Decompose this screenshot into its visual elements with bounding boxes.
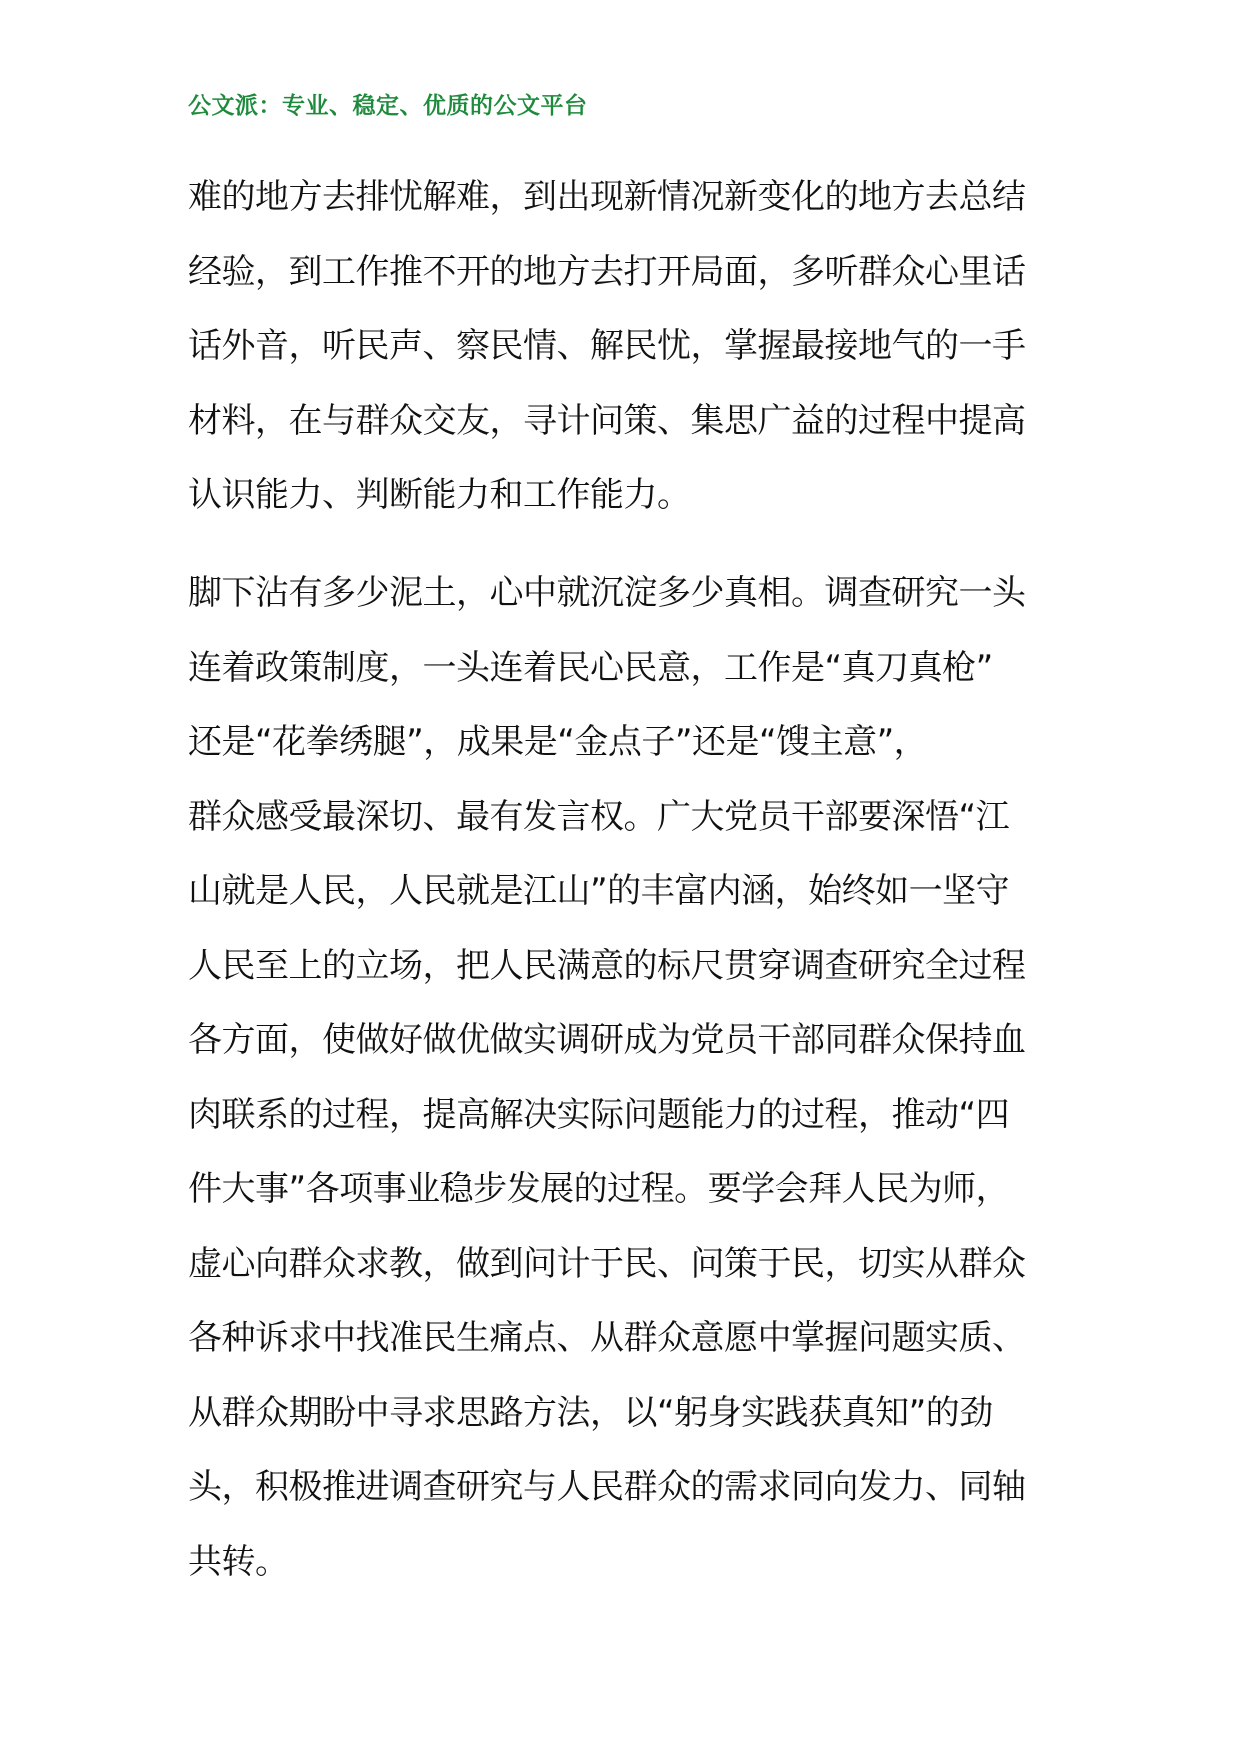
text-line: 难的地方去排忧解难，到出现新情况新变化的地方去总结	[188, 177, 1026, 217]
text-line: 话外音，听民声、察民情、解民忧，掌握最接地气的一手	[188, 326, 1026, 366]
text-line: 人民至上的立场，把人民满意的标尺贯穿调查研究全过程	[188, 945, 1026, 986]
text-line: 山就是人民，人民就是江山”的丰富内涵，始终如一坚守	[188, 871, 1010, 911]
text-line: 经验，到工作推不开的地方去打开局面，多听群众心里话	[188, 251, 1026, 292]
text-line: 各方面，使做好做优做实调研成为党员干部同群众保持血	[188, 1020, 1026, 1060]
text-line: 材料，在与群众交友，寻计问策、集思广益的过程中提高	[188, 400, 1026, 441]
paragraph-1	[188, 160, 1060, 533]
text-line: 共转。	[188, 1541, 289, 1582]
text-line: 从群众期盼中寻求思路方法，以“躬身实践获真知”的劲	[188, 1392, 993, 1433]
text-line: 认识能力、判断能力和工作能力。	[188, 475, 691, 515]
text-line: 虚心向群众求教，做到问计于民、问策于民，切实从群众	[188, 1243, 1026, 1284]
text-line: 肉联系的过程，提高解决实际问题能力的过程，推动“四	[188, 1094, 1010, 1135]
text-line: 件大事”各项事业稳步发展的过程。要学会拜人民为师，	[188, 1169, 1010, 1209]
text-line: 群众感受最深切、最有发言权。广大党员干部要深悟“江	[188, 796, 1010, 837]
paragraph-2	[188, 556, 1060, 1599]
text-line: 头，积极推进调查研究与人民群众的需求同向发力、同轴	[188, 1467, 1026, 1507]
text-line: 连着政策制度，一头连着民心民意，工作是“真刀真枪”	[188, 647, 993, 688]
text-line: 各种诉求中找准民生痛点、从群众意愿中掌握问题实质、	[188, 1318, 1026, 1358]
header-banner: 公文派：专业、稳定、优质的公文平台	[188, 93, 588, 119]
text-line: 脚下沾有多少泥土，心中就沉淀多少真相。调查研究一头	[188, 573, 1026, 613]
text-line: 还是“花拳绣腿”，成果是“金点子”还是“馊主意”，	[188, 722, 928, 762]
